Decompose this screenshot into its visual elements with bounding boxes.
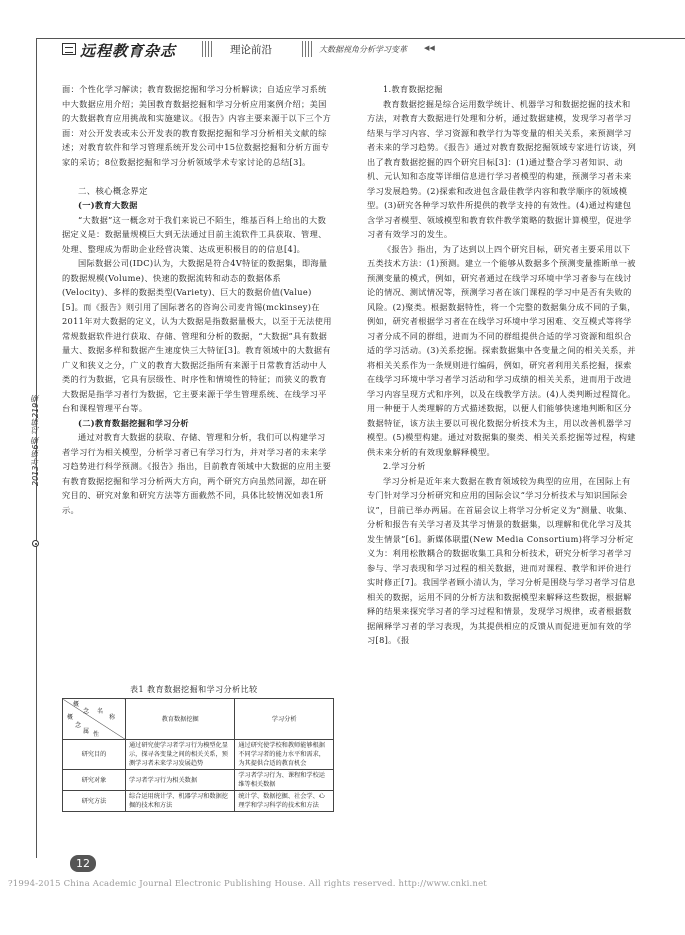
corner-label: 称 — [109, 714, 116, 721]
table-cell: 统计学、数据挖掘、社会学、心理学和学习科学的技术和方法 — [235, 791, 334, 812]
corner-label: 概 — [73, 701, 80, 708]
paragraph: 教育数据挖掘是综合运用数学统计、机器学习和数据挖掘的技术和方法，对教育大数据进行处理和分析，通过数据建模，发现学习者学习结果与学习内容、学习资源和教学行为等变量的相关关系，来预测学习者未来的学习趋势。《报告》通过对教育数据挖掘领域专家进行访谈，列出了教育数据挖掘的四个研究目标[3]：(1)通过整合学习者知识、动机、元认知和态度等详细信息进行学习者模型的构建，预测学习者未来学习发展趋势。(2)探索和改进包含最佳教学内容和教学顺序的领域模型。(3)研究各种学习软件所提供的教学支持的有效性。(4)通过构建包含学习者模型、领域模型和教育软件教学策略的数据计算模型，促进学习者有效学习的发生。 — [367, 98, 637, 239]
paragraph: 国际数据公司(IDC)认为，大数据是符合4V特征的数据集，即海量的数据规模(Volume)、快速的数据流转和动态的数据体系(Velocity)、多样的数据类型(Variety)、巨大的数据价值(Value)[5]。而《报告》则引用了国际著名的咨询公司麦肯锡(mckinsey)在2011年对大数据的定义，认为大数据是指数据量极大，以至于无法使用常规数据软件进行获取、存储、管理和分析的数据，“大数据”具有数据量大、数据多样和数据产生速度快三大特征[3]。教育领域中的大数据有广义和狭义之分，广义的教育大数据泛指所有来源于日常教育活动中人类的行为数据，它具有层级性、时序性和情境性的特征；而狭义的教育大数据是指学习者行为数据，它主要来源于学生管理系统、在线学习平台和课程管理平台等。 — [62, 258, 332, 413]
table-corner-cell — [63, 699, 126, 740]
header-divider — [302, 41, 314, 57]
subsection-heading: (一)教育大数据 — [78, 200, 138, 210]
table-row — [63, 791, 334, 812]
page-number: 12 — [70, 855, 96, 872]
table-cell: 学习者学习行为、课程和学校运维等相关数据 — [235, 770, 334, 791]
paragraph: 面：个性化学习解读；教育数据挖掘和学习分析解读；自适应学习系统中大数据应用介绍；美国教育数据挖掘和学习分析应用案例介绍；美国的大数据教育应用挑战和实施建议。《报告》内容主要来源于以下三个方面：对公开发表或未公开发表的教育数据挖掘和学习分析相关文献的综述；对教育软件和学习管理系统开发公司中15位数据挖掘和分析方面专家的采访；8位数据挖掘和学习分析领域学术专家讨论的总结[3]。 — [62, 84, 332, 167]
left-column — [62, 82, 332, 517]
corner-label: 概 — [67, 714, 74, 721]
copyright-footer: ?1994-2015 China Academic Journal Electronic Publishing House. All rights reserved. http://www.cnki.net — [8, 879, 487, 889]
table-caption: 表1 教育数据挖掘和学习分析比较 — [130, 685, 258, 694]
section-name: 理论前沿 — [230, 44, 272, 56]
corner-label: 名 — [97, 708, 104, 715]
subheading: 1.教育数据挖掘 — [383, 84, 443, 94]
corner-label: 属 — [83, 728, 90, 735]
paragraph: 《报告》指出，为了达到以上四个研究目标，研究者主要采用以下五类技术方法：(1)预测。建立一个能够从数据多个预测变量推断单一被预测变量的模式，例如，研究者通过在线学习环境中学习者参与在线讨论的情况、测试情况等，预测学习者在该门课程的学习中是否有失败的风险。(2)聚类。根据数据特性，将一个完整的数据集分成不同的子集，例如，研究者根据学习者在在线学习环境中学习困难、交互模式等将学习者分成不同的群组，进而为不同的群组提供合适的学习资源和组织合适的学习活动。(3)关系挖掘。探索数据集中各变量之间的相关关系，并将相关关系作为一条规则进行编码，例如，研究者利用关系挖掘，探索在线学习环境中学习者学习活动和学习成绩的相关关系，进而用于改进学习内容呈现方式和序列，以及在线教学方法。(4)人类判断过程简化。用一种便于人类理解的方式描述数据，以便人们能够快速地判断和区分数据特征，该方法主要以可视化数据分析技术为主，用以改善机器学习模型。(5)模型构建。通过对数据集的聚类、相关关系挖掘等过程，构建供未来分析的有效现象解释模型。 — [367, 243, 636, 457]
row-header: 研究方法 — [63, 791, 126, 812]
table-cell: 学习者学习行为相关数据 — [126, 770, 235, 791]
comparison-table — [62, 698, 334, 812]
paragraph: “大数据”这一概念对于我们来说已不陌生，维基百科上给出的大数据定义是：数据量规模巨大到无法通过目前主流软件工具获取、管理、处理、整理成为帮助企业经营决策、达成更积极目的的信息[4]。 — [62, 214, 327, 254]
paragraph: 通过对教育大数据的获取、存储、管理和分析，我们可以构建学习者学习行为相关模型，分析学习者已有学习行为，并对学习者的未来学习趋势进行科学预测。《报告》指出，目前教育领域中大数据的应用主要有教育数据挖掘和学习分析两大方向，两个研究方向虽然同源，却在研究目的、研究对象和研究方法等方面截然不同，具体比较情况如表1所示。 — [62, 432, 332, 515]
subheading: 2.学习分析 — [383, 461, 426, 471]
corner-label: 性 — [93, 731, 100, 738]
running-title: 大数据视角分析学习变革 — [319, 45, 407, 54]
header-divider — [202, 41, 214, 57]
subsection-heading: (二)教育数据挖掘和学习分析 — [78, 417, 189, 428]
table-row — [63, 770, 334, 791]
right-column — [367, 82, 639, 648]
column-header: 学习分析 — [235, 699, 334, 740]
paragraph: 学习分析是近年来大数据在教育领域较为典型的应用，在国际上有专门针对学习分析研究和应用的国际会议“学习分析技术与知识国际会议”，目前已举办两届。在首届会议上将学习分析定义为“测量、收集、分析和报告有关学习者及其学习情景的数据集，以理解和优化学习及其发生情景”[6]。新媒体联盟(New Media Consortium)将学习分析定义为：利用松散耦合的数据收集工具和分析技术，研究分析学习者学习参与、学习表现和学习过程的相关数据，进而对课程、教学和评价进行实时修正[7]。我国学者顾小清认为，学习分析是围绕与学习者学习信息相关的数据，运用不同的分析方法和数据模型来解释这些数据，根据解释的结果来探究学习者的学习过程和情景，发现学习规律，或者根据数据阐释学习者的学习表现，为其提供相应的反馈从而促进更加有效的学习[8]。《报 — [367, 475, 636, 645]
table-header-row — [63, 699, 334, 740]
journal-name: 远程教育杂志 — [80, 42, 177, 60]
journal-logo-icon — [62, 43, 76, 55]
row-header: 研究对象 — [63, 770, 126, 791]
corner-label: 念 — [83, 708, 90, 715]
table-row — [63, 740, 334, 770]
arrows-icon: ◀◀ — [424, 44, 435, 52]
table-cell: 通过研究使学校和教师能够根据不同学习者的能力水平和需求，为其提供合适的教育机会 — [235, 740, 334, 770]
margin-bullet-icon — [32, 540, 39, 547]
table-cell: 综合运用统计学、机器学习和数据挖掘的技术和方法 — [126, 791, 235, 812]
row-header: 研究目的 — [63, 740, 126, 770]
issue-label: 2013年第6期 总第219期 — [31, 394, 40, 486]
section-heading: 二、核心概念界定 — [78, 185, 148, 196]
table-cell: 通过研究使学习者学习行为模型化显示，探寻各变量之间的相关关系，预测学习者未来学习发展趋势 — [126, 740, 235, 770]
corner-label: 念 — [75, 722, 82, 729]
column-header: 教育数据挖掘 — [126, 699, 235, 740]
